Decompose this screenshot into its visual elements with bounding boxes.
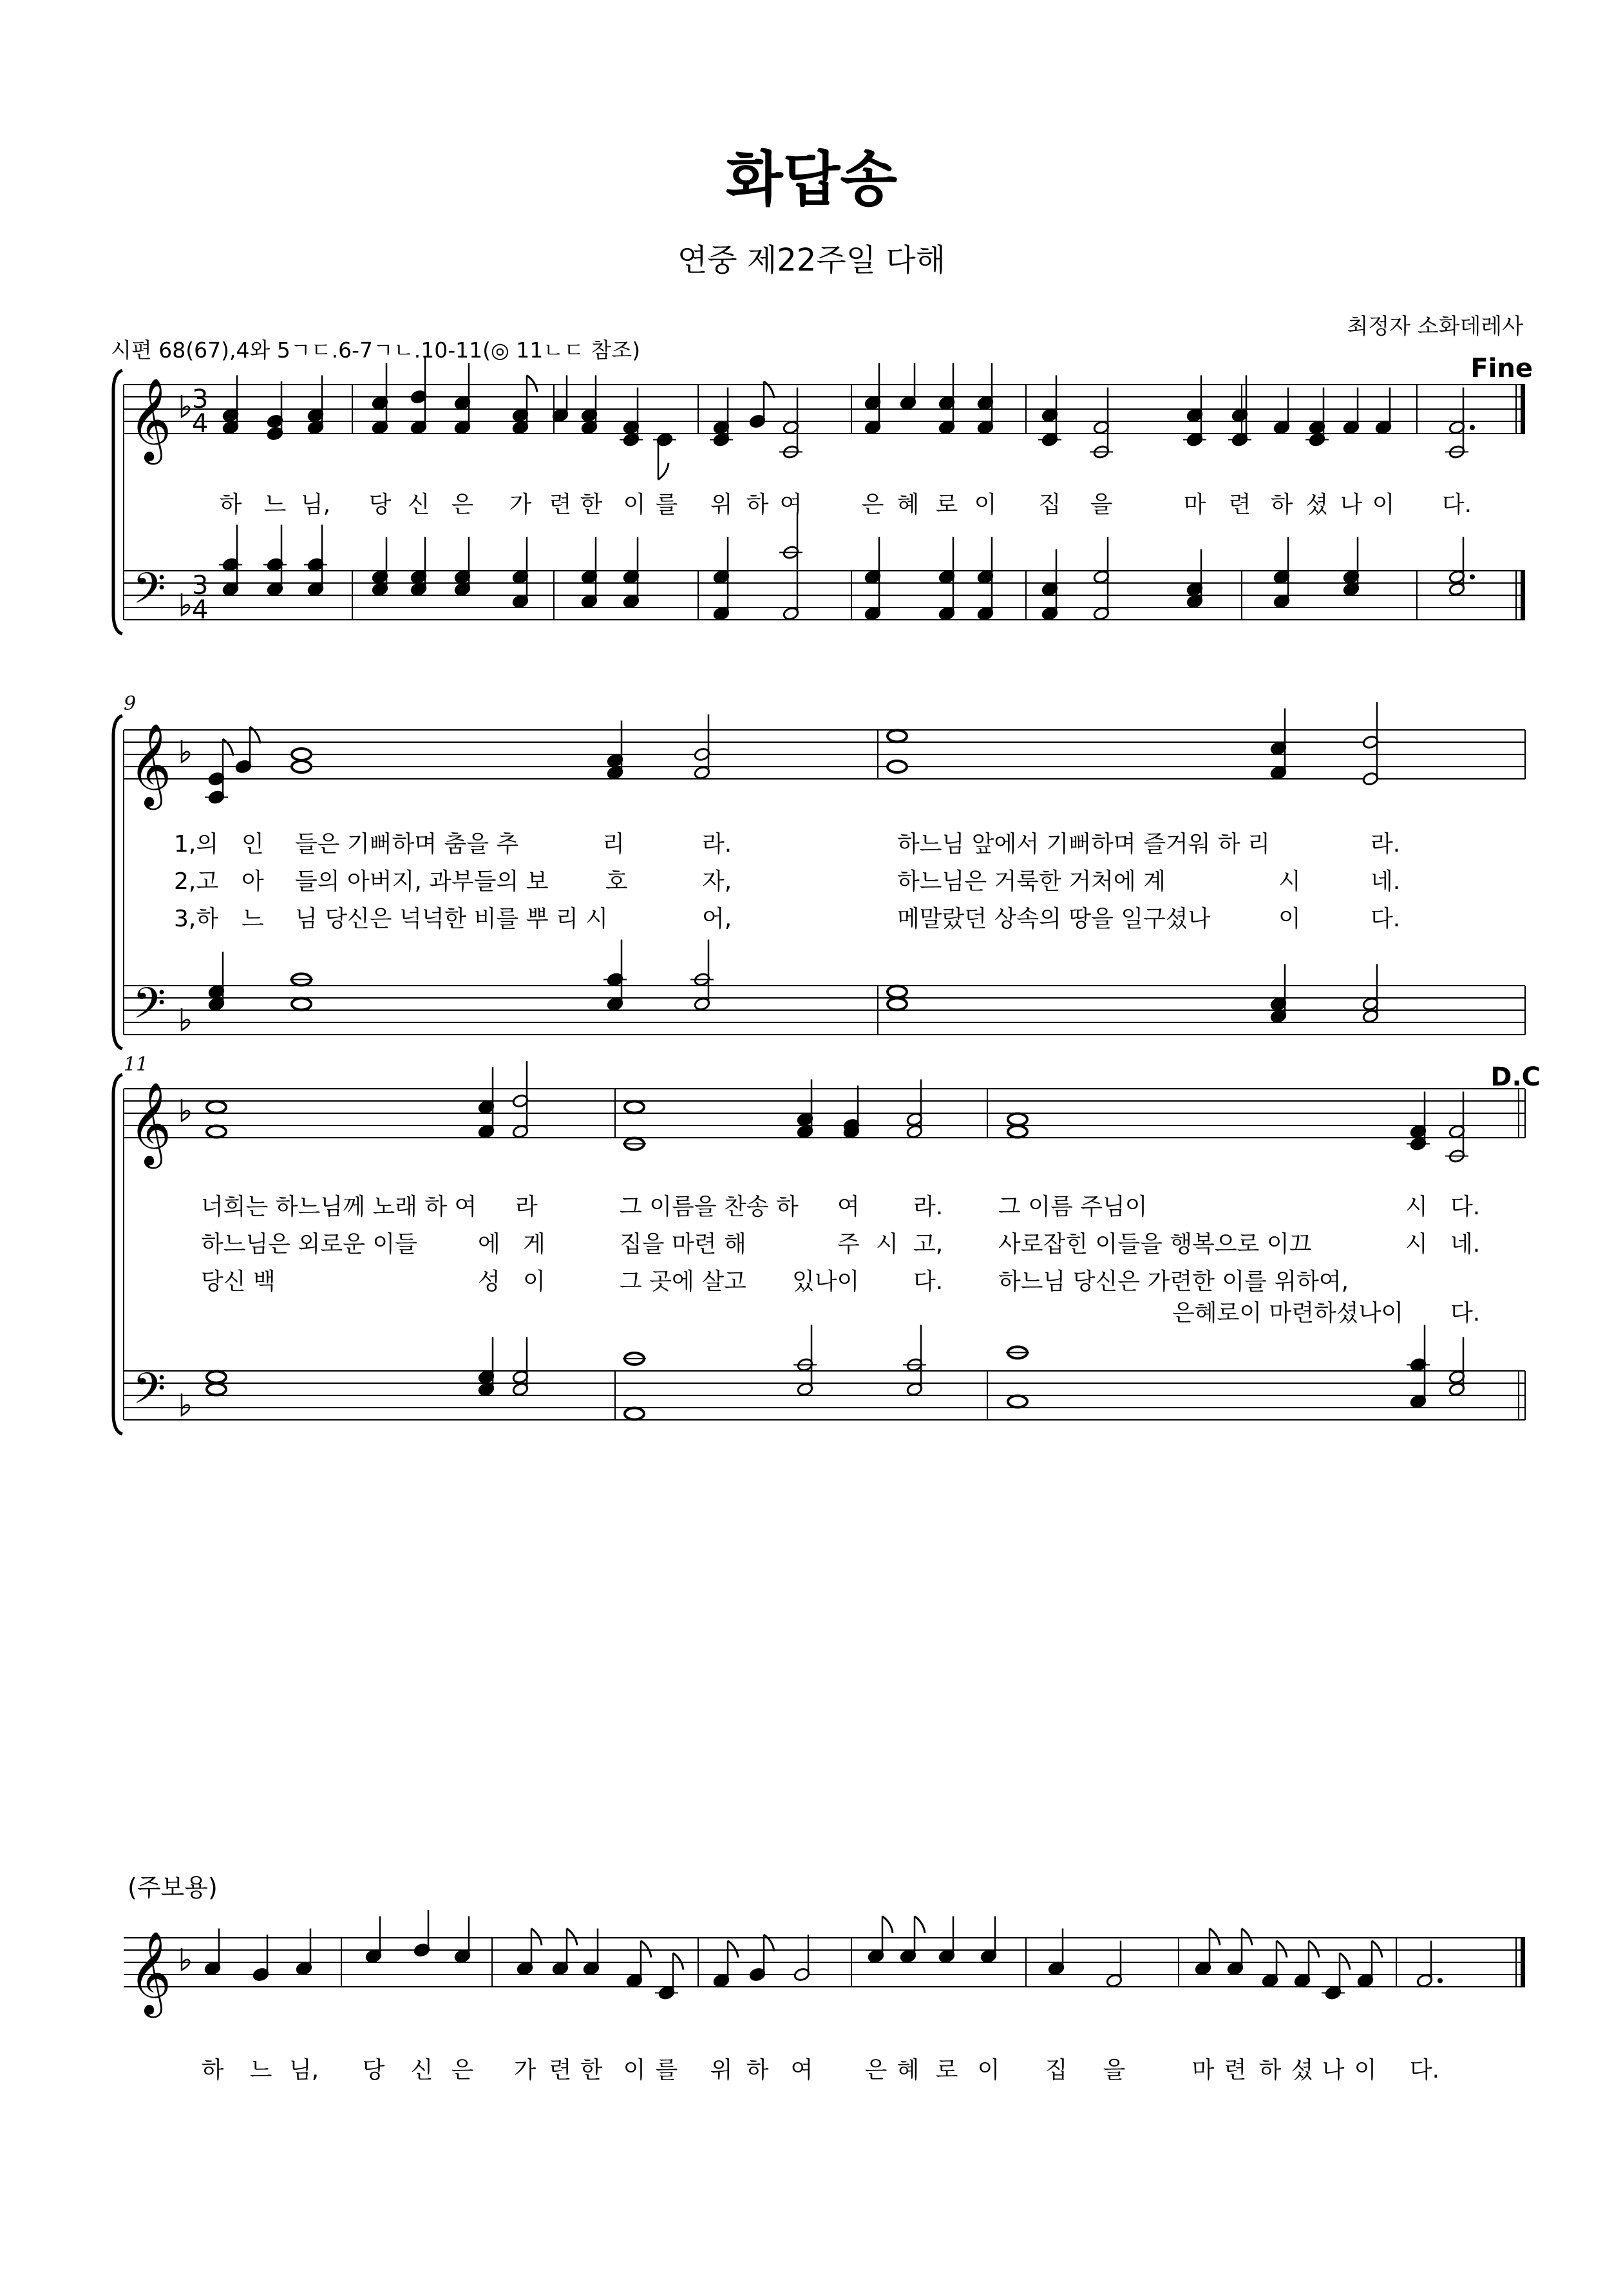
whole-note: [1008, 1126, 1027, 1138]
bulletin-syllable: 느: [249, 2057, 272, 2083]
whole-note: [625, 1408, 644, 1420]
note-flag: [567, 1929, 577, 1946]
whole-note: [887, 731, 907, 742]
note-flag: [673, 1953, 683, 1970]
measure-number-9: 9: [124, 693, 137, 715]
whole-note: [1008, 1114, 1027, 1125]
verse-lyric: 고,: [913, 1231, 944, 1258]
verse-lyric: 자,: [702, 868, 732, 895]
refrain-syllable: 하: [219, 492, 242, 518]
verse-lyric: 시: [876, 1231, 898, 1258]
composer-credit: 최정자 소화데레사: [1347, 314, 1523, 340]
psalm-reference: 시편 68(67),4와 5ㄱㄷ.6-7ㄱㄴ.10-11(◎ 11ㄴㄷ 참조): [111, 338, 641, 363]
final-barline: [1521, 1938, 1525, 1987]
verse-lyric: 어,: [702, 906, 732, 932]
flat-sign: [182, 1393, 189, 1415]
time-signature-denominator: 4: [192, 595, 209, 625]
bulletin-syllable: 련: [549, 2057, 572, 2083]
time-signature-numerator: 3: [192, 385, 209, 414]
verse-lyric: 들은 기뻐하며 춤을 추: [295, 831, 519, 857]
bulletin-syllable: 로: [935, 2057, 958, 2083]
note-flag: [728, 1941, 738, 1958]
verse-lyric: 느: [242, 906, 264, 932]
augmentation-dot: [1470, 575, 1475, 580]
verse-lyric: 호: [605, 868, 628, 895]
verse-lyric: 하느님은 외로운 이들: [201, 1231, 417, 1258]
whole-note: [207, 1384, 226, 1395]
whole-note: [292, 999, 311, 1010]
note-flag: [223, 739, 233, 756]
flat-sign: [182, 593, 189, 615]
note-flag: [1309, 1941, 1319, 1958]
refrain-syllable: 셨: [1305, 492, 1329, 518]
verse-lyric: 시: [1278, 868, 1301, 895]
verse-lyric: 사로잡힌 이들을 행복으로 이끄: [998, 1231, 1312, 1258]
refrain-syllable: 은: [451, 492, 474, 518]
note-flag: [764, 1935, 774, 1951]
flat-sign: [182, 1948, 189, 1970]
refrain-syllable: 가: [509, 492, 532, 518]
bass-clef: 𝄢: [133, 564, 166, 624]
bulletin-syllable: 혜: [897, 2057, 920, 2083]
whole-note: [1008, 1396, 1027, 1408]
note-flag: [641, 1941, 651, 1958]
verse-lyric: 그 곳에 살고: [620, 1268, 746, 1295]
bulletin-syllable: 여: [790, 2057, 813, 2083]
verse-lyric: 하느님 앞에서 기뻐하며 즐거워 하 리: [897, 831, 1270, 857]
note-flag: [882, 1917, 893, 1933]
note-flag: [527, 376, 537, 392]
refrain-syllable: 느: [263, 492, 287, 518]
verse-lyric: 에: [478, 1231, 500, 1258]
note-flag: [658, 463, 669, 480]
whole-note: [887, 999, 907, 1010]
music-notation: [113, 357, 1525, 2018]
verse-lyric: 다.: [1450, 1300, 1481, 1326]
whole-note: [292, 761, 311, 772]
refrain-syllable: 이: [974, 492, 997, 518]
final-barline: [1521, 571, 1525, 620]
treble-clef: 𝄞: [129, 1931, 172, 2014]
flat-sign: [182, 740, 189, 762]
verse-lyric: 너희는 하느님께 노래 하 여: [201, 1194, 477, 1220]
bulletin-syllable: 가: [513, 2057, 536, 2083]
verse-lyric: 그 이름 주님이: [998, 1194, 1148, 1220]
refrain-syllable: 다.: [1441, 492, 1472, 518]
verse-lyric: 2,고: [174, 868, 219, 895]
verse-lyric: 들의 아버지, 과부들의 보: [295, 868, 549, 895]
note-flag: [1277, 1941, 1287, 1958]
bulletin-syllable: 위: [710, 2057, 733, 2083]
note-flag: [764, 381, 774, 398]
time-signature-denominator: 4: [192, 409, 209, 439]
bass-clef: 𝄢: [133, 979, 166, 1038]
refrain-syllable: 혜: [897, 492, 920, 518]
refrain-syllable: 련: [1228, 492, 1251, 518]
whole-note: [292, 749, 311, 760]
flat-sign: [182, 395, 189, 417]
note-flag: [531, 1929, 542, 1946]
note-flag: [250, 727, 260, 743]
bulletin-syllable: 당: [362, 2057, 385, 2083]
refrain-syllable: 여: [779, 492, 802, 518]
verse-lyric: 당신 백: [201, 1268, 276, 1295]
bulletin-syllable: 하: [1258, 2057, 1282, 2083]
treble-clef: 𝄞: [129, 1082, 172, 1165]
time-signature-numerator: 3: [192, 571, 209, 600]
refrain-syllable: 를: [655, 492, 678, 518]
verse-lyric: 1,의: [174, 831, 219, 857]
bulletin-syllable: 은: [864, 2057, 887, 2083]
system-bracket: [113, 716, 122, 1049]
bulletin-syllable: 나: [1322, 2057, 1345, 2083]
refrain-syllable: 님,: [300, 492, 331, 518]
verse-lyric: 하느님은 거룩한 거처에 계: [897, 868, 1166, 895]
verse-lyric: 메말랐던 상속의 땅을 일구셨나: [897, 906, 1211, 932]
verse-lyric: 라: [515, 1194, 538, 1220]
dc-mark: D.C: [1490, 1062, 1541, 1092]
refrain-syllable: 신: [407, 492, 430, 518]
bulletin-syllable: 셨: [1291, 2057, 1314, 2083]
augmentation-dot: [1470, 425, 1475, 430]
bulletin-syllable: 신: [410, 2057, 433, 2083]
verse-lyric: 다.: [1371, 906, 1401, 932]
verse-lyric: 다.: [1450, 1194, 1481, 1220]
bulletin-syllable: 련: [1224, 2057, 1247, 2083]
final-barline: [1521, 385, 1525, 434]
system-bracket: [113, 1075, 122, 1434]
refrain-syllable: 마: [1183, 492, 1206, 518]
bulletin-syllable: 하: [746, 2057, 769, 2083]
verse-lyric: 3,하: [174, 906, 219, 932]
page-subtitle: 연중 제22주일 다해: [677, 242, 946, 278]
verse-lyric: 라.: [1371, 831, 1401, 857]
verse-lyric: 시: [1405, 1194, 1428, 1220]
whole-note: [887, 761, 907, 772]
whole-note: [207, 1102, 226, 1113]
bulletin-syllable: 이: [1354, 2057, 1377, 2083]
verse-lyric: 은혜로이 마련하셨나이: [1172, 1300, 1404, 1326]
verse-lyric: 주: [837, 1231, 860, 1258]
verse-lyric: 님 당신은 넉넉한 비를 뿌 리 시: [295, 906, 608, 932]
verse-lyric: 게: [523, 1231, 546, 1258]
verse-lyric: 시: [1405, 1231, 1428, 1258]
bulletin-syllable: 님,: [289, 2057, 319, 2083]
bass-clef: 𝄢: [133, 1364, 166, 1424]
verse-lyric: 아: [242, 868, 264, 895]
verse-lyric: 하느님 당신은 가련한 이를 위하여,: [998, 1268, 1349, 1295]
verse-lyric: 네.: [1450, 1231, 1481, 1258]
verse-lyric: 여: [837, 1194, 860, 1220]
whole-note: [207, 1372, 226, 1383]
verse-lyric: 이: [1278, 906, 1301, 932]
refrain-syllable: 련: [549, 492, 572, 518]
verse-lyric: 있나이: [792, 1268, 860, 1295]
bulletin-syllable: 다.: [1409, 2057, 1440, 2083]
refrain-syllable: 하: [746, 492, 769, 518]
note-flag: [1210, 1929, 1220, 1946]
verse-lyric: 네.: [1371, 868, 1401, 895]
refrain-syllable: 한: [580, 492, 603, 518]
page-title: 화답송: [725, 145, 898, 214]
bulletin-syllable: 한: [580, 2057, 603, 2083]
refrain-syllable: 위: [710, 492, 733, 518]
augmentation-dot: [1438, 1978, 1443, 1984]
bulletin-syllable: 마: [1191, 2057, 1215, 2083]
verse-lyric: 라.: [913, 1194, 944, 1220]
bulletin-syllable: 를: [655, 2057, 678, 2083]
bulletin-syllable: 을: [1103, 2057, 1126, 2083]
bulletin-label: (주보용): [128, 1873, 218, 1902]
refrain-syllable: 당: [368, 492, 392, 518]
flat-sign: [182, 1099, 189, 1121]
refrain-syllable: 이: [1372, 492, 1395, 518]
whole-note: [887, 986, 907, 998]
verse-lyric: 성: [478, 1268, 500, 1295]
verse-lyric: 다.: [913, 1268, 944, 1295]
bulletin-syllable: 이: [977, 2057, 1000, 2083]
bulletin-syllable: 하: [201, 2057, 224, 2083]
refrain-syllable: 이: [623, 492, 646, 518]
bulletin-syllable: 은: [451, 2057, 474, 2083]
treble-clef: 𝄞: [129, 378, 172, 461]
fine-mark: Fine: [1470, 354, 1533, 383]
whole-note: [207, 1126, 226, 1138]
whole-note: [625, 1102, 644, 1113]
verse-lyric: 그 이름을 찬송 하: [620, 1194, 799, 1220]
verse-lyric: 리: [602, 831, 625, 857]
treble-clef: 𝄞: [129, 723, 172, 807]
bulletin-syllable: 집: [1045, 2057, 1068, 2083]
note-flag: [1242, 1929, 1252, 1946]
verse-lyric: 라.: [702, 831, 732, 857]
flat-sign: [182, 1008, 189, 1030]
refrain-syllable: 을: [1090, 492, 1113, 518]
measure-number-11: 11: [124, 1053, 149, 1076]
refrain-syllable: 하: [1270, 492, 1293, 518]
note-flag: [1372, 1941, 1382, 1958]
system-bracket: [113, 370, 122, 634]
bulletin-syllable: 이: [623, 2057, 646, 2083]
verse-lyric: 인: [242, 831, 264, 857]
refrain-syllable: 은: [861, 492, 884, 518]
verse-lyric: 집을 마련 해: [620, 1231, 746, 1258]
refrain-syllable: 로: [935, 492, 958, 518]
note-flag: [915, 1917, 925, 1933]
refrain-syllable: 집: [1038, 492, 1061, 518]
verse-lyric: 이: [523, 1268, 546, 1295]
note-flag: [1340, 1953, 1350, 1970]
refrain-syllable: 나: [1340, 492, 1363, 518]
